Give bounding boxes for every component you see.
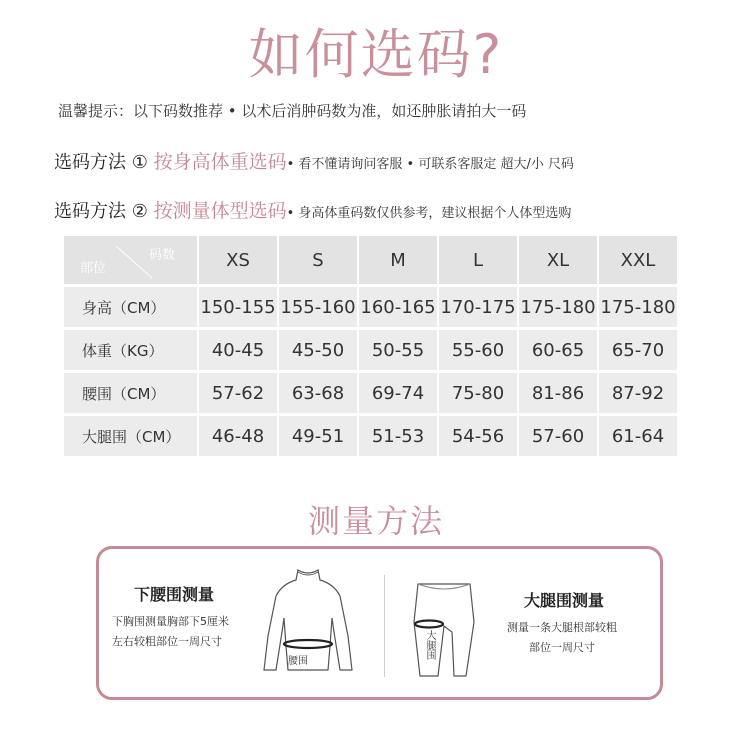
thigh-desc-line: 测量一条大腿根部较粗 [507,621,617,634]
table-row [64,330,677,370]
waist-measure-title: 下腰围测量 [134,585,215,604]
table-cell: 75-80 [439,373,517,413]
thigh-measure-desc [507,618,617,658]
table-cell: 63-68 [279,373,357,413]
table-cell: 160-165 [359,287,437,327]
thigh-label: 大腿围 [424,630,435,660]
thigh-measure-title: 大腿围测量 [524,591,605,610]
row-label: 体重（KG） [64,330,197,370]
table-cell: 65-70 [599,330,677,370]
page-title: 如何选码? [248,23,504,86]
size-header: XL [519,236,597,284]
size-header: XXL [599,236,677,284]
method-1-label: 选码方法 ① [54,152,148,173]
table-cell: 57-60 [519,416,597,456]
table-cell: 155-160 [279,287,357,327]
table-row [64,287,677,327]
method-2-note: • 身高体重码数仅供参考，建议根据个人体型选购 [286,206,572,221]
waist-desc-line: 下胸围测量胸部下5厘米 [112,615,229,628]
corner-part-label: 部位 [80,261,107,276]
size-header: L [439,236,517,284]
corner-size-label: 码数 [148,248,175,263]
row-label: 身高（CM） [64,287,197,327]
table-cell: 57-62 [199,373,277,413]
waist-label: 腰围 [288,656,308,667]
table-cell: 49-51 [279,416,357,456]
row-label: 腰围（CM） [64,373,197,413]
method-1-note: • 看不懂请询问客服 • 可联系客服定 超大/小 尺码 [286,157,574,172]
waist-measure-desc [112,612,229,652]
method-2 [54,196,571,223]
table-cell: 51-53 [359,416,437,456]
table-row [64,416,677,456]
method-2-label: 选码方法 ② [54,201,148,222]
table-cell: 45-50 [279,330,357,370]
waist-desc-line: 左右较粗部位一周尺寸 [112,635,222,648]
table-cell: 55-60 [439,330,517,370]
table-cell: 50-55 [359,330,437,370]
table-cell: 46-48 [199,416,277,456]
table-cell: 40-45 [199,330,277,370]
table-row [64,373,677,413]
method-1 [54,147,574,174]
table-cell: 60-65 [519,330,597,370]
thigh-desc-line: 部位一周尺寸 [529,641,595,654]
section-divider [384,575,385,677]
table-cell: 150-155 [199,287,277,327]
size-header: XS [199,236,277,284]
size-header: M [359,236,437,284]
method-2-highlight: 按测量体型选码 [153,200,287,222]
table-cell: 87-92 [599,373,677,413]
table-cell: 81-86 [519,373,597,413]
thigh-figure-icon [404,582,484,678]
table-cell: 170-175 [439,287,517,327]
method-1-highlight: 按身高体重选码 [153,151,287,173]
table-corner-cell [64,236,197,284]
table-cell: 54-56 [439,416,517,456]
table-cell: 69-74 [359,373,437,413]
table-header-row [64,236,677,284]
size-table [62,233,679,459]
row-label: 大腿围（CM） [64,416,197,456]
torso-figure-icon [262,566,354,672]
tip-text: 温馨提示：以下码数推荐 • 以术后消肿码数为准，如还肿胀请拍大一码 [58,102,527,120]
table-cell: 175-180 [519,287,597,327]
size-header: S [279,236,357,284]
table-cell: 61-64 [599,416,677,456]
measure-section-title: 测量方法 [307,502,444,540]
table-cell: 175-180 [599,287,677,327]
